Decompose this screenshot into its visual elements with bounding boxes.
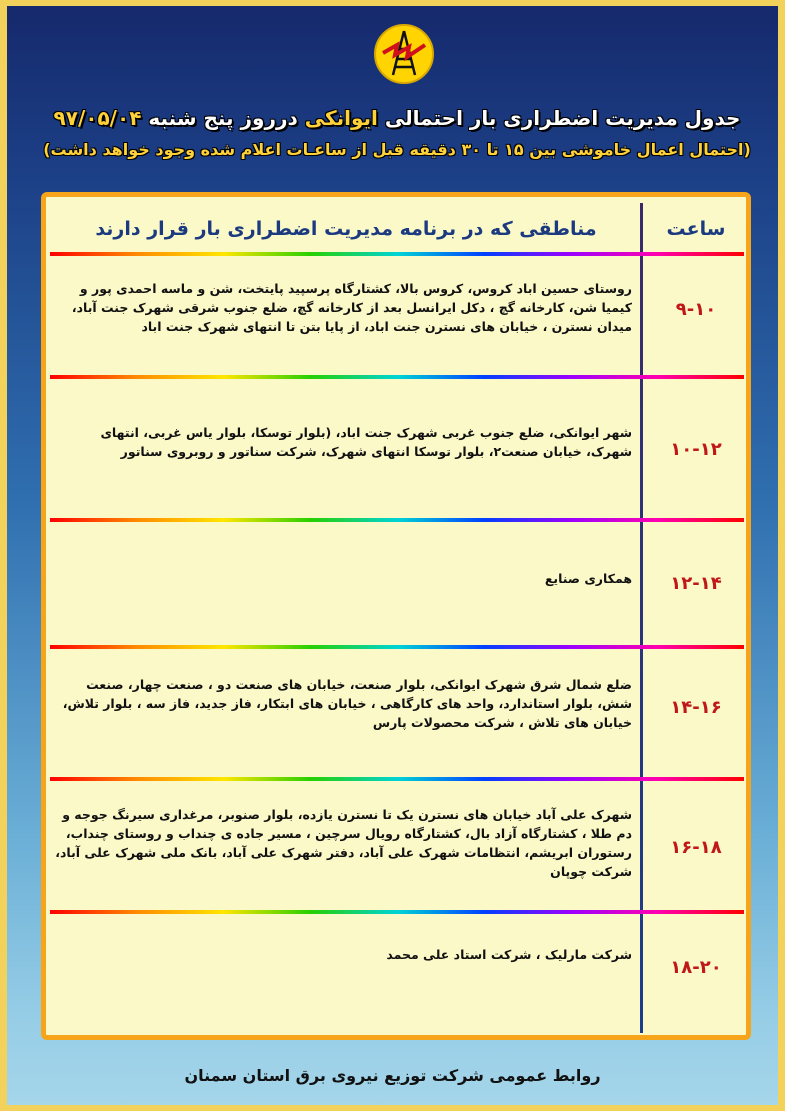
row-areas: شرکت مارلیک ، شرکت استاد علی محمد bbox=[386, 947, 632, 962]
row-areas: روستای حسین اباد کروس، کروس بالا، کشتارگاه پرسپید پایتخت، شن و ماسه احمدی پور و کیمیا شن، کارخانه گچ ، دکل ایرانسل بعد از کارخانه گچ، ضلع جنوب شرقی شهرک جنت آباد، میدان نسترن ، خیابان های نسترن جنت اباد، از پایا بتن تا انتهای شهرک جنت اباد bbox=[71, 281, 632, 334]
rainbow-divider bbox=[50, 375, 744, 379]
row-areas: شهرک علی آباد خیابان های نسترن یک تا نسترن یازده، بلوار صنوبر، مرغداری سیرنگ جوجه و دم طلا ، کشتارگاه آزاد بال، کشتارگاه رویال سرچین ، مسیر جاده ی چنداب و روستای چنداب، رستوران ابریشم، انتظامات شهرک علی آباد، دفتر شهرک علی آباد، بانک ملی شهرک علی آباد، شرکت چوپان bbox=[55, 807, 632, 879]
page-subtitle: (احتمال اعمال خاموشی بین ۱۵ تا ۳۰ دقیقه قبل از ساعـات اعلام شده وجود خواهد داشت) bbox=[43, 140, 751, 159]
row-areas: همکاری صنایع bbox=[544, 571, 632, 586]
rainbow-divider bbox=[50, 777, 744, 781]
power-tower-lightning-icon bbox=[373, 23, 435, 85]
row-time: ۱۴-۱۶ bbox=[670, 697, 722, 718]
column-divider bbox=[640, 203, 643, 1033]
row-time: ۱۶-۱۸ bbox=[670, 837, 722, 858]
rainbow-divider bbox=[50, 252, 744, 256]
page-title bbox=[47, 106, 747, 130]
announcement-poster bbox=[7, 6, 778, 1105]
header-areas: مناطقی که در برنامه مدیریت اضطراری بار قرار دارند bbox=[95, 218, 597, 240]
schedule-table bbox=[41, 192, 751, 1040]
title-highlight: ایوانکی bbox=[304, 106, 378, 130]
title-part2: درروز پنج شنبه bbox=[148, 106, 298, 130]
header-time: ساعت bbox=[666, 218, 726, 240]
footer-credit: روابط عمومی شرکت توزیع نیروی برق استان سمنان bbox=[184, 1066, 601, 1085]
title-part1: جدول مدیریت اضطراری بار احتمالی bbox=[384, 106, 741, 130]
rainbow-divider bbox=[50, 645, 744, 649]
row-time: ۹-۱۰ bbox=[675, 299, 717, 320]
title-date: ۹۷/۰۵/۰۴ bbox=[53, 106, 142, 130]
row-time: ۱۲-۱۴ bbox=[670, 573, 722, 594]
row-time: ۱۰-۱۲ bbox=[670, 439, 722, 460]
rainbow-divider bbox=[50, 910, 744, 914]
rainbow-divider bbox=[50, 518, 744, 522]
row-time: ۱۸-۲۰ bbox=[670, 957, 722, 978]
row-areas: شهر ایوانکی، ضلع جنوب غربی شهرک جنت اباد، (بلوار توسکا، بلوار یاس غربی، انتهای شهرک، خیابان صنعت۲، بلوار توسکا انتهای شهرک، شرکت سناتور و روبروی سناتور bbox=[100, 425, 632, 459]
row-areas: ضلع شمال شرق شهرک ایوانکی، بلوار صنعت، خیابان های صنعت دو ، صنعت چهار، صنعت شش، بلوار استاندارد، واحد های کارگاهی ، خیابان های ابتکار، فاز جدید، فاز سه ، بلوار تلاش، خیابان های تلاش ، شرکت محصولات پارس bbox=[62, 677, 632, 730]
